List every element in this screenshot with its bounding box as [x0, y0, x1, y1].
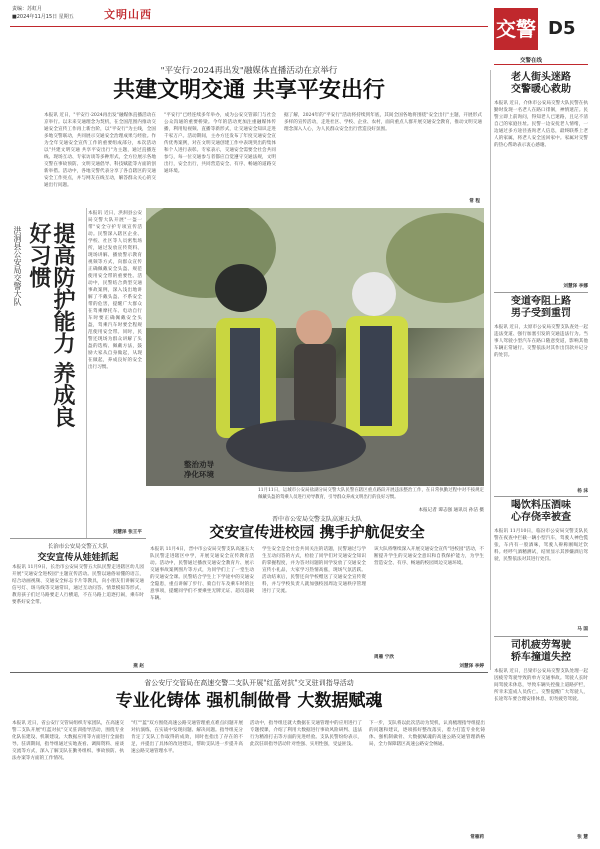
photo-label: 整治劝导 净化环境 [184, 460, 214, 479]
middle-col-1: 本报讯 11月4日，晋中市公安局交警支队高速五大队民警走进辖区中学，开展交通安全宣传教育活动。活动中，民警通过播放交通安全教育片、展示交通事故案例图片等方式，为同学们上了一堂生动的交通安全课。民警结合学生上下学途中的交通安全隐患，重点讲解了步行、骑自行车及乘车时的注意事项，提醒同学们不要乘坐无牌无证、超员超载车辆。 [150, 547, 254, 601]
bottom-kicker: 省公安厅交管局在高速交警二支队开展"红蓝对抗"交叉驻训指导活动 [144, 679, 354, 687]
right-rule-3 [494, 636, 588, 637]
bottom-col-1: 本报讯 近日，省公安厅交管局组织专家团队，在高速交警二支队开展"红蓝对抗"交叉驻训指导活动，围绕专业化队伍建设、机制建设、大数据应用等方面进行全面指导。驻训期间，指导组通过实地查看、调阅资料、座谈交流等方式，深入了解支队在勤务组织、事故预防、执法办案等方面的工作情况。 [12, 721, 124, 761]
photo-illustration [146, 208, 484, 486]
column-tag-rule [494, 64, 588, 65]
left-story2-rule [10, 538, 146, 539]
right-s2-byline: 杨 沫 [577, 489, 588, 494]
left2-headline: 交安宣传从娃娃抓起 [37, 553, 119, 563]
page-number: D5 [548, 18, 576, 39]
bottom-col-4: 下一步，支队将以此次活动为契机，认真梳理指导组提出的问题和建议，逐项抓好整改落实，着力打造专业化铸体、强机制做骨、大数据赋魂的高速公路交通管理新格局，全力保障辖区高速公路安全畅通。 [369, 721, 485, 747]
lead-kicker: "平安行·2024再出发"融媒体直播活动在京举行 [160, 66, 338, 76]
bottom-rule [10, 672, 488, 673]
right-s2-title: 变道夸阻上路 男子受到重罚 [511, 296, 571, 319]
bottom-headline: 专业化铸体 强机制做骨 大数据赋魂 [115, 691, 383, 711]
lead-byline: 常 程 [469, 199, 480, 204]
right-s1-body: 本报讯 近日，介休市公安局交警大队民警在执勤时发现一名老人在路口徘徊，神情迷茫。民警立即上前询问，得知老人已迷路，且记不清自己的家庭住址。民警一边安抚老人情绪，一边通过多方途径查询老人信息，最终联系上老人的家属，将老人安全送回家中。家属对交警的热心帮助表示衷心感谢。 [494, 101, 588, 148]
editor-line: 责编：苏虹月 [12, 6, 43, 12]
left2-byline: 燕 赵 [133, 664, 144, 669]
middle-byline: 刘慧泽 李婷 [459, 664, 484, 669]
left-kicker: 洪洞县公安局交警大队 [13, 226, 22, 306]
left-byline: 刘慧泽 张王平 [112, 530, 142, 535]
left2-body: 本报讯 11月9日，长治市公安局交警五大队民警走进辖区幼儿园开展"交通安全进校园"主题宣传活动。民警以通俗易懂的语言，结合动画视频、交通安全标志卡片等教具，向小朋友们讲解交通信号灯、斑马线等交通常识，通过互动问答、情景模拟等形式，教育孩子们过马路要走人行横道，不在马路上追逐打闹，乘车时要系好安全带。 [12, 565, 144, 605]
left-col-divider [86, 208, 87, 538]
right-s3-title: 喝饮料压酒味 心存侥幸被查 [511, 500, 571, 523]
masthead-rule [10, 26, 488, 27]
right-s3-body: 本报讯 11月10日，临汾市公安局交警支队民警在夜查中拦截一辆小型汽车，驾驶人神色慌张，车内有一股酒味，驾驶人辩称刚喝过饮料。经呼气酒精测试，结果显示其涉嫌酒后驾驶，民警依法对其进行处罚。 [494, 529, 588, 562]
middle-col-3-sign: 周雁 宁欣 [374, 655, 394, 660]
bottom-col-2: "红""蓝"双方围绕高速公路交通管理重点难点问题开展对抗演练，在实战中发现问题、解决问题。指导组充分肯定了支队工作取得的成效，同时也指出了存在的不足，并提出了具体的改进建议，帮助支队进一步提升高速公路交通管理水平。 [131, 721, 243, 754]
right-s4-body: 本报讯 近日，吕梁市公安局交警支队处理一起因疲劳驾驶导致的单方交通事故。驾驶人长时间驾驶未休息，导致车辆失控撞上道路护栏，所幸未造成人员伤亡。交警提醒广大驾驶人，长途驾车要合理安排休息，切勿疲劳驾驶。 [494, 669, 588, 702]
middle-col-2: 学生安全是全社会共同关注的话题，民警通过与学生互动问答的方式，检验了同学们对交通安全知识的掌握程度，并为答对问题的同学发放了交通安全宣传小礼品，大家学习热情高涨，现场气氛活跃。活动结束后，民警还向学校赠送了交通安全宣传资料，并与学校负责人就加强校园周边交通秩序管理进行了交流。 [262, 547, 366, 594]
photo-credit: 本报记者 谭志强 通讯员 孙洁 摄 [418, 508, 484, 513]
left-headline: 提高防护能力 养成良好习惯 [26, 222, 75, 428]
masthead-logo: 文明山西 [104, 8, 152, 21]
right-s1-byline: 刘慧泽 李娜 [563, 284, 588, 289]
right-s2-body: 本报讯 近日，太原市公安局交警支队查处一起违法变道、强行加塞引发的交通违法行为。当事人驾驶小型汽车在路口随意变道，影响其他车辆正常通行。交警依法对其作出罚款并记分的处罚。 [494, 325, 588, 358]
bottom-byline: 常雁莉 [470, 835, 484, 840]
date-line: ■2024年11月15日 星期五 [12, 14, 74, 20]
middle-col-3: 该大队将继续深入开展交通安全宣传"进校园"活动，不断提升学生的交通安全意识和自我保护能力，为学生营造安全、有序、畅通的校园周边交通环境。 [374, 547, 484, 566]
bottom-col-3: 活动中，指导组还就大数据在交通管理中的应用进行了专题授课，介绍了利用大数据进行事故风险研判、违法行为精准打击等方面的先进经验。支队民警纷纷表示，此次驻训指导活动针对性强、实用性强，受益匪浅。 [250, 721, 362, 747]
left-body: 本报讯 近日，洪洞县公安局交警大队开展"一盔一带"安全守护专项宣传活动。民警深入辖区企业、学校、社区等人员密集场所，通过发放宣传资料、现场讲解、播放警示教育视频等方式，向群众宣传正确佩戴安全头盔、规范使用安全带的重要性。活动中，民警结合典型交通事故案例，深入浅出地讲解了不戴头盔、不系安全带的危害，提醒广大群众在驾乘摩托车、电动自行车时要正确佩戴安全头盔，驾乘汽车时要全程规范使用安全带。同时，民警还现场为群众讲解了头盔的选购、佩戴方法，鼓励大家从自身做起，从现在做起，养成良好的安全出行习惯。 [88, 211, 142, 370]
right-s1-title: 老人街头迷路 交警暖心救助 [511, 72, 571, 95]
right-s4-byline: 张 慧 [577, 835, 588, 840]
right-s3-byline: 马 国 [577, 627, 588, 632]
right-rule-2 [494, 496, 588, 497]
column-tag: 交警在线 [520, 58, 543, 64]
enforcement-photo [146, 208, 484, 486]
lead-col-1: 本报讯 近日，"平安行·2024再出发"融媒体直播活动在京举行。以未来交通理念为契机，在全国范围内推动交通安全宣传工作再上新台阶，以"平安行"为主线，全国多地交警联动，共同展示交通安全治理成果与经验。作为全年交通安全宣传工作的重要组成部分，本次活动以"共建文明交通 共享平安出行"为主题，通过直播连线、现场互动、专家访谈等多种形式，全方位展示各地交警在事故预防、文明交通倡导、科技赋能等方面的创新举措。活动中，各地交警代表分享了各自辖区的交通安全工作亮点，并与网友在线互动，解答群众关心的交通出行问题。 [44, 113, 156, 188]
edition-badge: 交警 [494, 8, 538, 50]
middle-headline: 交安宣传进校园 携手护航促安全 [209, 523, 425, 541]
left2-kicker: 长治市公安局交警五大队 [47, 544, 109, 550]
right-rule-1 [494, 292, 588, 293]
lead-headline: 共建文明交通 共享平安出行 [113, 78, 385, 103]
photo-caption: 11月11日，运城市公安局盐湖分局交警大队民警在辖区重点路段开展违法整治工作，在日常执勤过程中对不按规定佩戴头盔的驾乘人员进行劝导教育，引导群众养成文明出行的良好习惯。 [258, 488, 484, 500]
lead-col-2: "平安行"已经连续多年举办，成为公安交管部门与社会公众沟通的重要桥梁。今年的活动更加注重融媒体传播，利用短视频、直播等新形式，让交通安全知识走进千家万户。活动期间，主办方还发布了年度交通安全宣传优秀案例，对在文明交通创建工作中表现突出的集体和个人进行表彰。专家表示，交通安全需要全社会共同参与，每一位交通参与者都应自觉遵守交通法规，文明出行，安全出行，共同营造安全、有序、畅通的道路交通环境。 [164, 113, 276, 174]
right-col-divider [490, 70, 491, 670]
lead-col-3: 据了解，2024年的"平安行"活动将持续到年底，其间全国各地将围绕"安全出行"主题，开展形式多样的宣传活动，走进社区、学校、企业、农村，面向重点人群开展交通安全教育，推动文明交通理念深入人心，为人民群众安全出行营造良好氛围。 [284, 113, 482, 132]
right-s4-title: 司机疲劳驾驶 轿车撞道失控 [511, 640, 571, 663]
middle-kicker: 晋中市公安局交警支队高速五大队 [271, 516, 362, 523]
